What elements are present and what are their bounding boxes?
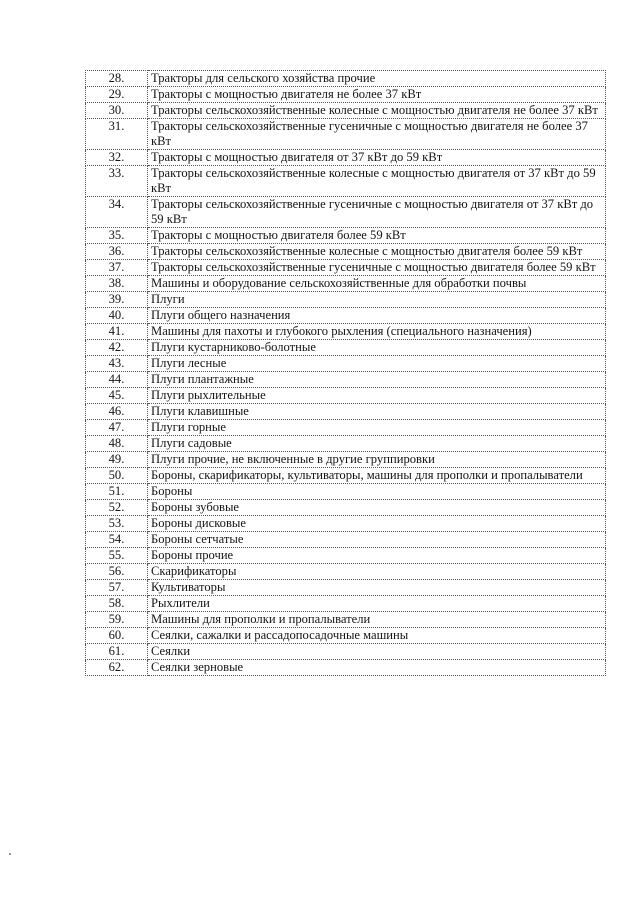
table-row	[86, 87, 606, 103]
table-row	[86, 644, 606, 660]
row-number: 53.	[86, 516, 148, 532]
row-text: Сеялки	[148, 644, 606, 660]
row-number: 58.	[86, 596, 148, 612]
table-row	[86, 580, 606, 596]
row-number: 49.	[86, 452, 148, 468]
row-number: 38.	[86, 276, 148, 292]
table-row	[86, 388, 606, 404]
row-number: 45.	[86, 388, 148, 404]
row-number: 54.	[86, 532, 148, 548]
row-text: Рыхлители	[148, 596, 606, 612]
row-number: 59.	[86, 612, 148, 628]
table-row	[86, 404, 606, 420]
row-text: Плуги	[148, 292, 606, 308]
row-number: 39.	[86, 292, 148, 308]
table-row	[86, 292, 606, 308]
row-number: 44.	[86, 372, 148, 388]
table-row	[86, 516, 606, 532]
row-number: 60.	[86, 628, 148, 644]
row-text: Плуги общего назначения	[148, 308, 606, 324]
row-text: Тракторы с мощностью двигателя не более 37 кВт	[148, 87, 606, 103]
table-row	[86, 548, 606, 564]
items-table-body	[86, 71, 606, 676]
row-text: Бороны сетчатые	[148, 532, 606, 548]
row-number: 61.	[86, 644, 148, 660]
row-text: Тракторы сельскохозяйственные колесные с мощностью двигателя более 59 кВт	[148, 244, 606, 260]
row-text: Бороны дисковые	[148, 516, 606, 532]
row-number: 37.	[86, 260, 148, 276]
row-number: 34.	[86, 197, 148, 228]
row-number: 57.	[86, 580, 148, 596]
row-text: Тракторы сельскохозяйственные колесные с мощностью двигателя от 37 кВт до 59 кВт	[148, 166, 606, 197]
row-number: 56.	[86, 564, 148, 580]
row-number: 32.	[86, 150, 148, 166]
table-row	[86, 436, 606, 452]
table-row	[86, 484, 606, 500]
row-number: 29.	[86, 87, 148, 103]
table-row	[86, 150, 606, 166]
row-number: 28.	[86, 71, 148, 87]
row-number: 43.	[86, 356, 148, 372]
row-number: 30.	[86, 103, 148, 119]
margin-mark	[9, 853, 11, 855]
table-row	[86, 308, 606, 324]
row-text: Плуги прочие, не включенные в другие группировки	[148, 452, 606, 468]
row-number: 41.	[86, 324, 148, 340]
row-text: Плуги садовые	[148, 436, 606, 452]
row-text: Бороны, скарификаторы, культиваторы, машины для прополки и пропалыватели	[148, 468, 606, 484]
row-number: 62.	[86, 660, 148, 676]
table-row	[86, 420, 606, 436]
table-row	[86, 276, 606, 292]
row-text: Тракторы сельскохозяйственные гусеничные с мощностью двигателя от 37 кВт до 59 кВт	[148, 197, 606, 228]
row-text: Плуги горные	[148, 420, 606, 436]
table-row	[86, 356, 606, 372]
row-text: Тракторы сельскохозяйственные гусеничные с мощностью двигателя более 59 кВт	[148, 260, 606, 276]
table-row	[86, 103, 606, 119]
row-number: 50.	[86, 468, 148, 484]
row-text: Машины для пахоты и глубокого рыхления (специального назначения)	[148, 324, 606, 340]
row-number: 48.	[86, 436, 148, 452]
row-number: 40.	[86, 308, 148, 324]
row-number: 52.	[86, 500, 148, 516]
row-number: 35.	[86, 228, 148, 244]
row-text: Плуги лесные	[148, 356, 606, 372]
row-text: Культиваторы	[148, 580, 606, 596]
table-row	[86, 324, 606, 340]
table-row	[86, 596, 606, 612]
table-row	[86, 166, 606, 197]
row-text: Скарификаторы	[148, 564, 606, 580]
row-text: Тракторы с мощностью двигателя от 37 кВт до 59 кВт	[148, 150, 606, 166]
table-row	[86, 660, 606, 676]
table-row	[86, 452, 606, 468]
table-row	[86, 564, 606, 580]
row-text: Сеялки зерновые	[148, 660, 606, 676]
row-number: 33.	[86, 166, 148, 197]
row-number: 31.	[86, 119, 148, 150]
table-row	[86, 260, 606, 276]
row-text: Бороны прочие	[148, 548, 606, 564]
row-text: Машины для прополки и пропалыватели	[148, 612, 606, 628]
table-row	[86, 340, 606, 356]
row-number: 42.	[86, 340, 148, 356]
items-table	[85, 70, 606, 676]
row-text: Плуги плантажные	[148, 372, 606, 388]
table-row	[86, 612, 606, 628]
row-text: Сеялки, сажалки и рассадопосадочные машины	[148, 628, 606, 644]
row-text: Бороны	[148, 484, 606, 500]
table-row	[86, 500, 606, 516]
row-text: Тракторы сельскохозяйственные гусеничные с мощностью двигателя не более 37 кВт	[148, 119, 606, 150]
table-row	[86, 244, 606, 260]
table-row	[86, 372, 606, 388]
row-text: Тракторы сельскохозяйственные колесные с мощностью двигателя не более 37 кВт	[148, 103, 606, 119]
table-row	[86, 532, 606, 548]
row-text: Тракторы с мощностью двигателя более 59 кВт	[148, 228, 606, 244]
row-number: 55.	[86, 548, 148, 564]
table-row	[86, 628, 606, 644]
row-text: Плуги кустарниково-болотные	[148, 340, 606, 356]
table-row	[86, 71, 606, 87]
row-number: 47.	[86, 420, 148, 436]
table-row	[86, 197, 606, 228]
row-text: Плуги рыхлительные	[148, 388, 606, 404]
table-row	[86, 468, 606, 484]
table-row	[86, 119, 606, 150]
row-text: Тракторы для сельского хозяйства прочие	[148, 71, 606, 87]
row-number: 51.	[86, 484, 148, 500]
row-text: Плуги клавишные	[148, 404, 606, 420]
table-row	[86, 228, 606, 244]
row-text: Бороны зубовые	[148, 500, 606, 516]
row-number: 36.	[86, 244, 148, 260]
row-number: 46.	[86, 404, 148, 420]
row-text: Машины и оборудование сельскохозяйственные для обработки почвы	[148, 276, 606, 292]
